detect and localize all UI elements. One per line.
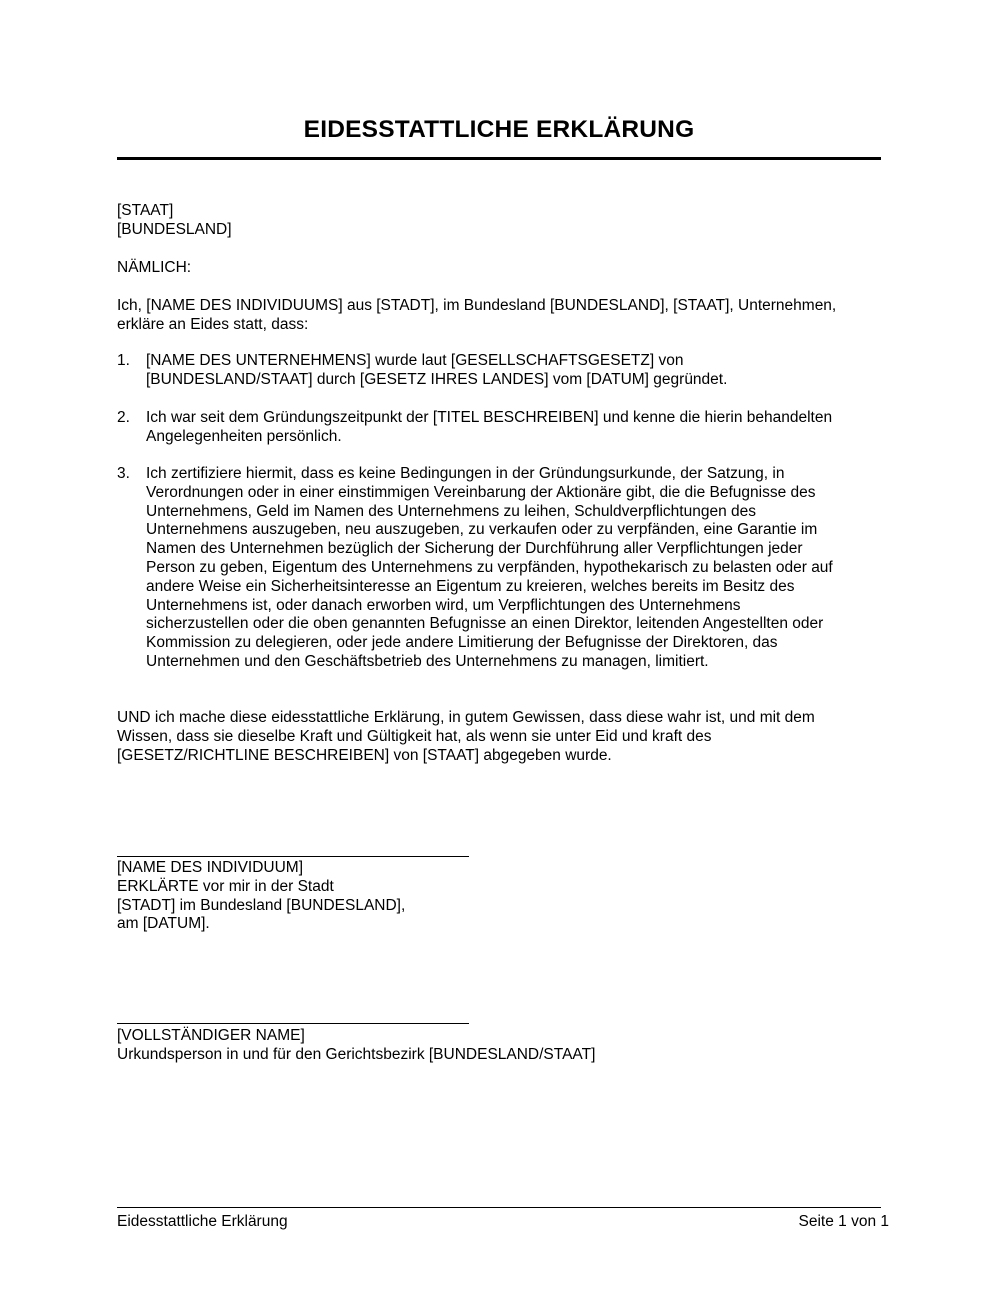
header-line-state: [STAAT] (117, 202, 174, 219)
closing-line: UND ich mache diese eidesstattliche Erklärung, in gutem Gewissen, dass diese wahr ist, und mit dem (117, 709, 815, 726)
list-line: Angelegenheiten persönlich. (146, 427, 342, 445)
list-number: 1. (117, 352, 130, 369)
list-line: [NAME DES UNTERNEHMENS] wurde laut [GESELLSCHAFTSGESETZ] von (146, 352, 684, 369)
signature-line-text: Urkundsperson in und für den Gerichtsbezirk [BUNDESLAND/STAAT] (117, 1045, 596, 1063)
list-line: Unternehmens, Geld im Namen des Unternehmens zu leihen, Schuldverpflichtungen des (146, 502, 757, 520)
list-line: Ich zertifiziere hiermit, dass es keine Bedingungen in der Gründungsurkunde, der Satzung, in (146, 465, 785, 482)
footer-divider (117, 1207, 881, 1208)
closing-line: [GESETZ/RICHTLINE BESCHREIBEN] von [STAAT] abgegeben wurde. (117, 746, 612, 764)
intro-paragraph (117, 297, 887, 335)
signature-block-1 (117, 859, 887, 934)
list-line: [BUNDESLAND/STAAT] durch [GESETZ IHRES LANDES] vom [DATUM] gegründet. (146, 370, 728, 388)
list-line: Kommission zu delegieren, oder jede andere Limitierung der Befugnisse der Direktoren, das (146, 634, 778, 652)
signature-line-1 (117, 856, 469, 857)
signature-line-text: [VOLLSTÄNDIGER NAME] (117, 1027, 305, 1044)
list-line: Namen des Unternehmen bezüglich der Sicherung der Durchführung aller Verpflichtungen jeder (146, 540, 803, 558)
list-item-text (146, 465, 833, 672)
list-number: 3. (117, 465, 130, 482)
signature-line-text: am [DATUM]. (117, 915, 210, 933)
namlich-text: NÄMLICH: (117, 259, 192, 276)
title-divider (117, 157, 881, 160)
list-line: Unternehmens ist, oder danach erworben wird, um Verpflichtungen des Unternehmens (146, 596, 741, 614)
list-line: Verordnungen oder in einer einstimmigen Vereinbarung der Aktionäre gibt, die die Befugnisse des (146, 483, 816, 501)
header-line-bundesland: [BUNDESLAND] (117, 220, 232, 238)
list-line: Person zu geben, Eigentum des Unternehmens zu verpfänden, hypothekarisch zu belasten oder auf (146, 558, 833, 576)
intro-line: Ich, [NAME DES INDIVIDUUMS] aus [STADT], im Bundesland [BUNDESLAND], [STAAT], Unternehmen, (117, 297, 837, 314)
signature-block-2 (117, 1027, 887, 1065)
namlich-label (117, 259, 887, 278)
list-line: Unternehmen und den Geschäftsbetrieb des Unternehmens zu managen, limitiert. (146, 652, 709, 670)
document-title: EIDESSTATTLICHE ERKLÄRUNG (303, 116, 695, 143)
footer-page-number: Seite 1 von 1 (798, 1213, 889, 1230)
list-item-text (146, 352, 727, 390)
header-block (117, 202, 887, 240)
closing-line: Wissen, dass sie dieselbe Kraft und Gültigkeit hat, als wenn sie unter Eid und kraft des (117, 727, 712, 745)
closing-paragraph (117, 709, 887, 765)
signature-line-text: [STADT] im Bundesland [BUNDESLAND], (117, 896, 406, 914)
list-line: Unternehmens auszugeben, neu auszugeben, zu verkaufen oder zu verpfänden, eine Garantie im (146, 521, 818, 539)
list-line: andere Weise ein Sicherheitsinteresse an Eigentum zu kreieren, welches bereits im Besitz des (146, 577, 795, 595)
signature-line-text: [NAME DES INDIVIDUUM] (117, 859, 304, 876)
list-line: sicherzustellen oder die oben genannten Befugnisse an einen Direktor, leitenden Angestellten oder (146, 615, 824, 633)
signature-line-text: ERKLÄRTE vor mir in der Stadt (117, 877, 334, 895)
list-item-text (146, 409, 832, 447)
intro-line: erkläre an Eides statt, dass: (117, 315, 309, 333)
footer-document-name: Eidesstattliche Erklärung (117, 1213, 288, 1230)
list-number: 2. (117, 409, 130, 426)
list-line: Ich war seit dem Gründungszeitpunkt der [TITEL BESCHREIBEN] und kenne die hierin behandelten (146, 409, 833, 426)
signature-line-2 (117, 1023, 469, 1024)
